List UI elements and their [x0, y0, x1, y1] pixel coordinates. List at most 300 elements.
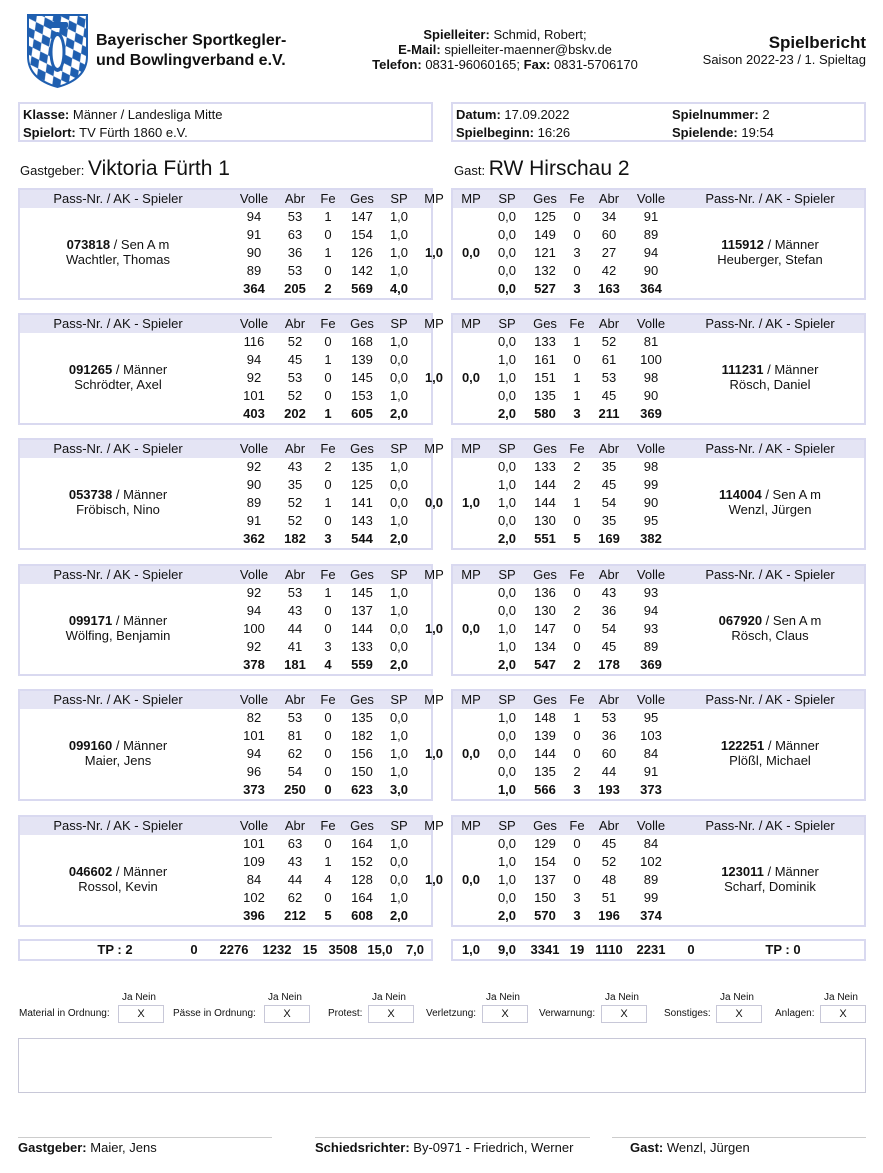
- abr-total: 202: [284, 406, 306, 421]
- email-value[interactable]: spielleiter-maenner@bskv.de: [444, 42, 612, 57]
- spielbeginn-value: 16:26: [537, 125, 571, 140]
- abr-cell: 52: [601, 334, 617, 349]
- ges-total: 570: [534, 908, 556, 923]
- sp-cell: 1,0: [389, 764, 409, 779]
- volle-total: 373: [243, 782, 265, 797]
- abr-cell: 44: [287, 872, 303, 887]
- mp-value: 1,0: [424, 872, 444, 887]
- ges-cell: 128: [351, 872, 373, 887]
- abr-cell: 53: [287, 370, 303, 385]
- ges-cell: 145: [351, 585, 373, 600]
- away-total-sp: 9,0: [497, 942, 517, 957]
- ges-header: Ges: [533, 441, 557, 456]
- volle-cell: 94: [246, 603, 262, 618]
- volle-cell: 92: [246, 459, 262, 474]
- ges-cell: 168: [351, 334, 373, 349]
- mp-value: 0,0: [461, 370, 481, 385]
- abr-cell: 43: [287, 854, 303, 869]
- check-label: Sonstiges:: [664, 1008, 711, 1019]
- volle-cell: 89: [246, 495, 262, 510]
- spielende-label: Spielende:: [672, 125, 738, 140]
- pass-header: Pass-Nr. / AK - Spieler: [705, 441, 835, 456]
- ges-header: Ges: [533, 567, 557, 582]
- home-total-zero: 0: [190, 942, 198, 957]
- mp-value: 0,0: [424, 495, 444, 510]
- volle-header: Volle: [636, 692, 666, 707]
- away-match-block: [451, 313, 866, 425]
- volle-cell: 82: [246, 710, 262, 725]
- abr-header: Abr: [284, 567, 306, 582]
- ges-header: Ges: [533, 316, 557, 331]
- home-match-block: [18, 188, 444, 300]
- abr-cell: 43: [287, 459, 303, 474]
- abr-cell: 60: [601, 746, 617, 761]
- volle-cell: 100: [640, 352, 662, 367]
- volle-total: 364: [640, 281, 662, 296]
- volle-cell: 89: [643, 227, 659, 242]
- sp-header: SP: [390, 191, 408, 206]
- pass-header: Pass-Nr. / AK - Spieler: [53, 567, 183, 582]
- ges-cell: 154: [351, 227, 373, 242]
- sp-total: 2,0: [389, 908, 409, 923]
- volle-cell: 91: [643, 764, 659, 779]
- sp-cell: 0,0: [497, 890, 517, 905]
- fe-cell: 1: [573, 388, 581, 403]
- player-name: Heuberger, Stefan: [717, 252, 823, 267]
- fe-cell: 3: [573, 245, 581, 260]
- mp-header: MP: [461, 191, 481, 206]
- abr-cell: 51: [601, 890, 617, 905]
- ges-cell: 182: [351, 728, 373, 743]
- check-box[interactable]: X: [118, 1005, 164, 1023]
- ges-cell: 130: [534, 513, 556, 528]
- org-name-line1: Bayerischer Sportkegler-: [96, 32, 287, 49]
- sp-cell: 0,0: [389, 352, 409, 367]
- volle-total: 403: [243, 406, 265, 421]
- fe-total: 5: [573, 531, 581, 546]
- fe-cell: 0: [573, 209, 581, 224]
- match-info-left: [18, 102, 433, 142]
- player-info: [672, 613, 868, 643]
- abr-cell: 34: [601, 209, 617, 224]
- fe-total: 3: [573, 406, 581, 421]
- ges-cell: 135: [534, 764, 556, 779]
- sp-cell: 0,0: [497, 728, 517, 743]
- home-match-block: [18, 689, 444, 801]
- volle-header: Volle: [636, 567, 666, 582]
- fe-total: 3: [573, 908, 581, 923]
- fe-cell: 0: [324, 370, 332, 385]
- home-total-sp: 15,0: [367, 942, 393, 957]
- abr-cell: 35: [601, 513, 617, 528]
- volle-cell: 101: [243, 836, 265, 851]
- ges-cell: 148: [534, 710, 556, 725]
- fe-cell: 0: [324, 728, 332, 743]
- sp-header: SP: [390, 441, 408, 456]
- fe-header: Fe: [569, 191, 585, 206]
- abr-cell: 45: [287, 352, 303, 367]
- sp-cell: 0,0: [389, 710, 409, 725]
- sp-total: 2,0: [497, 908, 517, 923]
- check-box[interactable]: X: [716, 1005, 762, 1023]
- home-total-volle: 2276: [219, 942, 249, 957]
- sp-cell: 0,0: [497, 334, 517, 349]
- check-box[interactable]: X: [601, 1005, 647, 1023]
- player-info: [20, 738, 216, 768]
- volle-cell: 101: [243, 388, 265, 403]
- player-name: Wachtler, Thomas: [65, 252, 171, 267]
- fe-cell: 0: [573, 854, 581, 869]
- fe-cell: 0: [324, 621, 332, 636]
- ges-cell: 134: [534, 639, 556, 654]
- away-match-block: [451, 564, 866, 676]
- sp-header: SP: [390, 692, 408, 707]
- abr-total: 250: [284, 782, 306, 797]
- sp-total: 3,0: [389, 782, 409, 797]
- abr-cell: 52: [287, 495, 303, 510]
- volle-cell: 95: [643, 710, 659, 725]
- ges-cell: 132: [534, 263, 556, 278]
- player-info: [672, 362, 868, 392]
- player-info: [20, 362, 216, 392]
- age-class: / Männer: [764, 738, 820, 753]
- season-label: Saison 2022-23 / 1. Spieltag: [702, 52, 866, 67]
- mp-value: 0,0: [461, 621, 481, 636]
- pass-header: Pass-Nr. / AK - Spieler: [53, 191, 183, 206]
- fe-cell: 1: [573, 370, 581, 385]
- volle-cell: 89: [246, 263, 262, 278]
- abr-cell: 44: [287, 621, 303, 636]
- ges-cell: 125: [534, 209, 556, 224]
- ges-cell: 133: [351, 639, 373, 654]
- pass-header: Pass-Nr. / AK - Spieler: [53, 818, 183, 833]
- away-team-label: Gast:: [454, 163, 486, 178]
- check-box[interactable]: X: [820, 1005, 866, 1023]
- fe-cell: 0: [324, 334, 332, 349]
- sp-cell: 1,0: [389, 603, 409, 618]
- pass-header: Pass-Nr. / AK - Spieler: [705, 692, 835, 707]
- fe-header: Fe: [569, 692, 585, 707]
- age-class: / Sen A m: [761, 487, 821, 502]
- player-name: Rösch, Claus: [731, 628, 809, 643]
- pass-header: Pass-Nr. / AK - Spieler: [705, 818, 835, 833]
- home-match-block: [18, 438, 444, 550]
- fe-cell: 0: [573, 513, 581, 528]
- sp-cell: 1,0: [389, 334, 409, 349]
- sp-cell: 1,0: [389, 227, 409, 242]
- volle-cell: 90: [246, 245, 262, 260]
- volle-total: 369: [640, 657, 662, 672]
- ges-header: Ges: [350, 441, 374, 456]
- home-totals: [18, 939, 433, 961]
- home-team-name: Viktoria Fürth 1: [87, 157, 230, 180]
- home-team-label: Gastgeber:: [20, 163, 85, 178]
- fe-cell: 0: [324, 890, 332, 905]
- ges-cell: 139: [534, 728, 556, 743]
- volle-header: Volle: [636, 191, 666, 206]
- player-name: Fröbisch, Nino: [76, 502, 160, 517]
- abr-cell: 42: [601, 263, 617, 278]
- volle-cell: 103: [640, 728, 662, 743]
- ges-cell: 133: [534, 459, 556, 474]
- sp-cell: 1,0: [497, 621, 517, 636]
- ges-total: 580: [534, 406, 556, 421]
- mp-header: MP: [424, 692, 444, 707]
- ges-cell: 147: [351, 209, 373, 224]
- sp-cell: 0,0: [389, 477, 409, 492]
- telefon-value: 0831-96060165;: [425, 57, 521, 72]
- sp-cell: 1,0: [389, 459, 409, 474]
- volle-total: 374: [640, 908, 662, 923]
- sp-total: 2,0: [389, 531, 409, 546]
- ges-total: 569: [351, 281, 373, 296]
- volle-cell: 95: [643, 513, 659, 528]
- abr-cell: 54: [601, 495, 617, 510]
- abr-cell: 81: [287, 728, 303, 743]
- age-class: / Männer: [763, 237, 819, 252]
- volle-total: 378: [243, 657, 265, 672]
- pass-number: 046602: [68, 864, 113, 879]
- page-title: Spielbericht: [768, 33, 866, 52]
- fe-cell: 1: [324, 245, 332, 260]
- player-info: [20, 864, 216, 894]
- volle-cell: 91: [246, 513, 262, 528]
- volle-cell: 116: [243, 334, 265, 349]
- abr-cell: 36: [601, 728, 617, 743]
- volle-header: Volle: [239, 567, 269, 582]
- ges-total: 544: [351, 531, 373, 546]
- klasse-value: Männer / Landesliga Mitte: [72, 107, 223, 122]
- age-class: / Sen A m: [762, 613, 822, 628]
- klasse-label: Klasse:: [23, 107, 70, 122]
- mp-header: MP: [461, 441, 481, 456]
- home-match-block: [18, 313, 444, 425]
- sp-cell: 1,0: [389, 245, 409, 260]
- ges-total: 559: [351, 657, 373, 672]
- abr-cell: 52: [287, 334, 303, 349]
- pass-number: 122251: [720, 738, 765, 753]
- check-box[interactable]: X: [264, 1005, 310, 1023]
- abr-cell: 27: [601, 245, 617, 260]
- player-info: [20, 237, 216, 267]
- fe-total: 3: [324, 531, 332, 546]
- sp-cell: 0,0: [497, 209, 517, 224]
- sp-total: 2,0: [389, 657, 409, 672]
- volle-cell: 89: [643, 639, 659, 654]
- age-class: / Sen A m: [110, 237, 170, 252]
- fe-header: Fe: [320, 818, 336, 833]
- abr-cell: 35: [601, 459, 617, 474]
- fe-cell: 1: [324, 854, 332, 869]
- sp-cell: 1,0: [389, 585, 409, 600]
- ges-cell: 150: [534, 890, 556, 905]
- pass-number: 067920: [718, 613, 763, 628]
- volle-header: Volle: [239, 692, 269, 707]
- match-info-right: [451, 102, 866, 142]
- sp-total: 2,0: [497, 406, 517, 421]
- volle-cell: 94: [246, 746, 262, 761]
- ja-nein-header: Ja Nein: [372, 992, 406, 1003]
- notes-box[interactable]: [18, 1038, 866, 1093]
- ges-cell: 164: [351, 836, 373, 851]
- fe-cell: 1: [573, 495, 581, 510]
- abr-cell: 53: [287, 710, 303, 725]
- age-class: / Männer: [112, 362, 168, 377]
- volle-cell: 94: [246, 209, 262, 224]
- volle-total: 364: [243, 281, 265, 296]
- sp-cell: 0,0: [497, 746, 517, 761]
- ges-header: Ges: [350, 818, 374, 833]
- ges-header: Ges: [350, 567, 374, 582]
- sp-cell: 1,0: [497, 370, 517, 385]
- home-tp: TP : 2: [97, 942, 133, 957]
- fe-cell: 2: [573, 459, 581, 474]
- mp-header: MP: [424, 567, 444, 582]
- sp-header: SP: [498, 441, 516, 456]
- player-name: Maier, Jens: [84, 753, 152, 768]
- sp-cell: 0,0: [497, 245, 517, 260]
- volle-header: Volle: [239, 818, 269, 833]
- pass-header: Pass-Nr. / AK - Spieler: [705, 191, 835, 206]
- pass-header: Pass-Nr. / AK - Spieler: [705, 567, 835, 582]
- fe-header: Fe: [320, 191, 336, 206]
- check-box[interactable]: X: [368, 1005, 414, 1023]
- away-total-mp: 1,0: [461, 942, 481, 957]
- fe-cell: 2: [573, 477, 581, 492]
- ges-cell: 139: [351, 352, 373, 367]
- fe-cell: 2: [573, 603, 581, 618]
- sp-cell: 0,0: [389, 872, 409, 887]
- fe-cell: 0: [573, 639, 581, 654]
- check-label: Protest:: [328, 1008, 363, 1019]
- sp-cell: 0,0: [497, 263, 517, 278]
- age-class: / Männer: [763, 864, 819, 879]
- mp-value: 0,0: [461, 746, 481, 761]
- fe-cell: 2: [324, 459, 332, 474]
- ges-cell: 152: [351, 854, 373, 869]
- spielleiter-value: Schmid, Robert;: [493, 27, 587, 42]
- ges-cell: 135: [534, 388, 556, 403]
- ges-total: 623: [351, 782, 373, 797]
- abr-header: Abr: [284, 692, 306, 707]
- sp-total: 1,0: [497, 782, 517, 797]
- sp-header: SP: [498, 818, 516, 833]
- ges-cell: 121: [534, 245, 556, 260]
- sp-cell: 1,0: [389, 728, 409, 743]
- ja-nein-header: Ja Nein: [122, 992, 156, 1003]
- away-total-ges: 3341: [530, 942, 560, 957]
- player-info: [672, 237, 868, 267]
- away-total-zero: 0: [687, 942, 695, 957]
- volle-cell: 94: [643, 245, 659, 260]
- fe-total: 1: [324, 406, 332, 421]
- abr-cell: 53: [287, 585, 303, 600]
- volle-header: Volle: [636, 441, 666, 456]
- ja-nein-header: Ja Nein: [720, 992, 754, 1003]
- ges-cell: 130: [534, 603, 556, 618]
- sp-header: SP: [498, 316, 516, 331]
- ja-nein-header: Ja Nein: [268, 992, 302, 1003]
- volle-header: Volle: [239, 316, 269, 331]
- volle-total: 382: [640, 531, 662, 546]
- ges-cell: 135: [351, 459, 373, 474]
- fe-total: 2: [324, 281, 332, 296]
- ges-header: Ges: [533, 692, 557, 707]
- fe-cell: 4: [324, 872, 332, 887]
- volle-cell: 84: [643, 746, 659, 761]
- pass-number: 073818: [66, 237, 111, 252]
- volle-cell: 100: [243, 621, 265, 636]
- age-class: / Männer: [112, 613, 168, 628]
- fe-header: Fe: [320, 316, 336, 331]
- mp-header: MP: [424, 441, 444, 456]
- spielort-value: TV Fürth 1860 e.V.: [79, 125, 188, 140]
- sp-cell: 1,0: [497, 352, 517, 367]
- fe-cell: 0: [324, 388, 332, 403]
- ges-header: Ges: [350, 692, 374, 707]
- ges-cell: 149: [534, 227, 556, 242]
- sp-total: 4,0: [389, 281, 409, 296]
- ges-cell: 147: [534, 621, 556, 636]
- sp-cell: 0,0: [389, 639, 409, 654]
- abr-header: Abr: [598, 567, 620, 582]
- check-box[interactable]: X: [482, 1005, 528, 1023]
- sp-cell: 0,0: [497, 836, 517, 851]
- fe-cell: 0: [573, 585, 581, 600]
- email-label: E-Mail:: [398, 42, 441, 57]
- abr-cell: 52: [601, 854, 617, 869]
- mp-value: 0,0: [461, 872, 481, 887]
- volle-cell: 102: [640, 854, 662, 869]
- abr-cell: 45: [601, 836, 617, 851]
- sig-line-home: [18, 1137, 272, 1138]
- volle-cell: 92: [246, 585, 262, 600]
- ges-header: Ges: [533, 191, 557, 206]
- mp-value: 1,0: [461, 495, 481, 510]
- sp-header: SP: [498, 191, 516, 206]
- pass-header: Pass-Nr. / AK - Spieler: [53, 316, 183, 331]
- volle-cell: 90: [246, 477, 262, 492]
- player-info: [672, 738, 868, 768]
- fe-cell: 0: [573, 621, 581, 636]
- player-name: Schrödter, Axel: [74, 377, 162, 392]
- away-totals: [451, 939, 866, 961]
- sp-cell: 0,0: [497, 764, 517, 779]
- ges-cell: 161: [534, 352, 556, 367]
- ges-cell: 133: [534, 334, 556, 349]
- sig-line-ref: [315, 1137, 590, 1138]
- player-name: Plößl, Michael: [729, 753, 811, 768]
- check-label: Verletzung:: [426, 1008, 477, 1019]
- sp-cell: 1,0: [389, 263, 409, 278]
- check-label: Anlagen:: [775, 1008, 815, 1019]
- volle-cell: 98: [643, 459, 659, 474]
- fe-header: Fe: [569, 316, 585, 331]
- abr-cell: 52: [287, 513, 303, 528]
- abr-cell: 54: [601, 621, 617, 636]
- ges-cell: 136: [534, 585, 556, 600]
- player-name: Wenzl, Jürgen: [728, 502, 812, 517]
- ges-cell: 154: [534, 854, 556, 869]
- abr-cell: 48: [601, 872, 617, 887]
- sig-home-label: Gastgeber:: [18, 1140, 87, 1155]
- volle-cell: 102: [243, 890, 265, 905]
- volle-cell: 92: [246, 370, 262, 385]
- away-total-volle: 2231: [636, 942, 666, 957]
- mp-header: MP: [461, 316, 481, 331]
- home-total-fe: 15: [302, 942, 318, 957]
- fe-total: 4: [324, 657, 332, 672]
